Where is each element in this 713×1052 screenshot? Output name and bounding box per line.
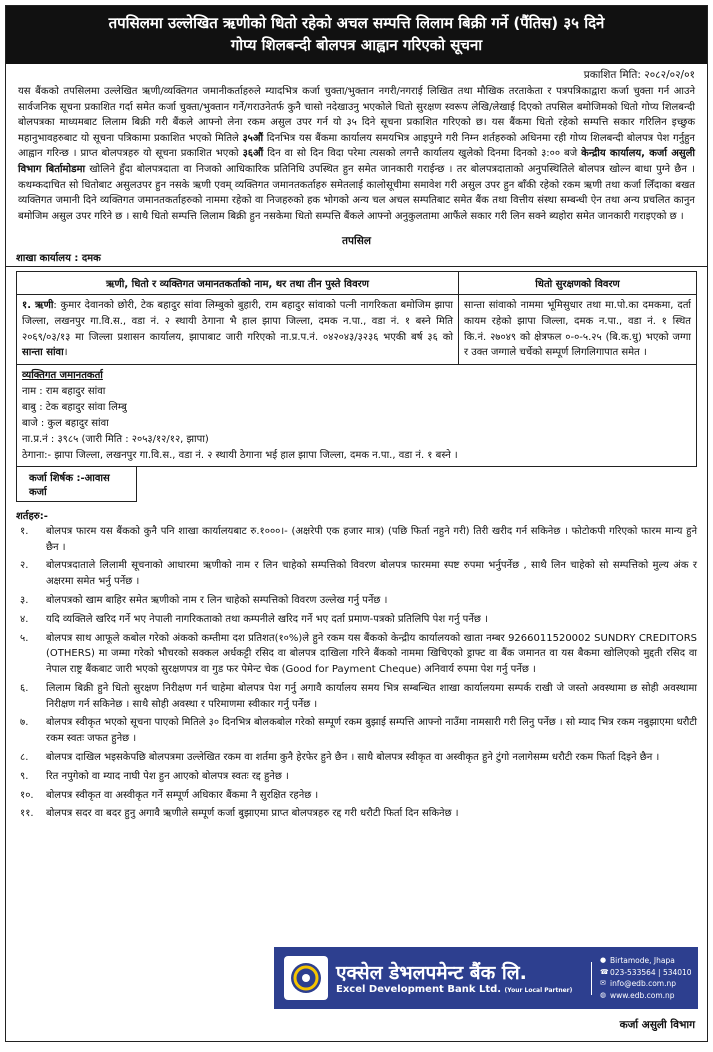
bank-name-en: Excel Development Bank Ltd. (Your Local Partner) <box>336 983 573 995</box>
term-item <box>16 788 697 804</box>
guarantor-citizenship: ना.प्र.नं : ३९८५ (जारी मिति : २०५३/१२/१२, झापा) <box>22 433 209 445</box>
guarantor-grandfather: बाजे : कुल बहादुर सांवा <box>22 417 109 429</box>
term-number: १. <box>20 525 29 537</box>
bank-contact <box>592 955 698 1001</box>
term-item <box>16 806 697 822</box>
term-number: ६. <box>20 682 29 694</box>
phone-icon: ☎ <box>600 967 609 976</box>
term-text: बोलपत्र दाखिल भइसकेपछि बोलपत्रमा उल्लेखित रकम वा शर्तमा कुनै हेरफेर हुने छैन । साथै बोलपत्र स्वीकृत वा अस्वीकृत हुने टुंगो नलागेसम्म धरौटी रकम फिर्ता दिइने छैन । <box>46 752 660 764</box>
borrower-cell: १. ऋणी: कुमार देवानको छोरी, टेक बहादुर सांवा लिम्बुको बुहारी, राम बहादुर सांवाको पत्नी नागरिकता बमोजिम झापा जिल्ला, लखनपुर गा.वि.स., वडा नं. २ स्थायी ठेगाना भै हाल झापा जिल्ला, दमक न.पा., वडा नं. १ बस्ने मिति २०६९/०३/१३ मा जिल्ला प्रशासन कार्यालय, झापाबाट जारी गरिएको ना.प्र.प.नं. ०४२०४३/३२३६ भएकी बर्ष ३६ को सान्ता सांवा। <box>17 295 459 364</box>
guarantor-name: नाम : राम बहादुर सांवा <box>22 385 106 397</box>
term-item <box>16 631 697 678</box>
bank-tagline: (Your Local Partner) <box>504 986 573 994</box>
term-item <box>16 558 697 590</box>
term-text: बोलपत्र साथ आफूले कबोल गरेको अंकको कम्तीमा दश प्रतिशत(१०%)ले हुने रकम यस बैंकको केन्द्रीय कार्यालयको खाता नम्बर 9266011520002 SUNDRY CREDITORS (OTHERS) मा जम्मा गरेको भौचरको सक्कल अर्धकट्टी रसिद वा बोलपत्र दाखिला गरिने बैंकको नाममा खिचिएको ड्राफ्ट वा बैंक जमानत वा यस बैकमा खोलिएको मुद्दती रसिद वा नेपाल राष्ट्र बैंकबाट जारी भएको सुरक्षणपत्र वा गुड फर पेमेन्ट चेक (Good for Payment Cheque) अनिवार्य रुपमा पेश गर्नु पर्नेछ । <box>46 632 697 676</box>
notice-header <box>6 6 707 64</box>
guarantor-father: बाबु : टेक बहादुर सांवा लिम्बु <box>22 401 127 413</box>
term-text: बोलपत्र फारम यस बैंकको कुनै पनि शाखा कार्यालयबाट रु.१०००।- (अक्षरेपी एक हजार मात्र) (पछि फिर्ता नहुने गरी) तिरी खरीद गर्न सकिनेछ । फोटोकपी गरिएको फारम मान्य हुने छैन । <box>46 525 697 553</box>
bank-name-np: एक्सेल डेभलपमेन्ट बैंक लि. <box>336 961 527 984</box>
security-column-header: धितो सुरक्षणको विवरण <box>459 272 697 295</box>
term-number: २. <box>20 560 29 572</box>
term-number: ८. <box>20 752 29 764</box>
term-text: बोलपत्रदाताले लिलामी सूचनाको आधारमा ऋणीको नाम र लिन चाहेको सम्पत्तिको विवरण बोलपत्र फारममा स्पष्ट रुपमा भर्नुपर्नेछ , साथै लिन चाहेको सो सम्पत्तिको मुल्य अंक र अक्षरमा समेत भर्नु पर्नेछ । <box>46 560 697 588</box>
department-signature: कर्जा असुली विभाग <box>619 1019 695 1031</box>
bank-logo-icon <box>284 956 328 1000</box>
term-number: ५. <box>20 632 29 644</box>
term-number: ३. <box>20 594 29 606</box>
intro-paragraph: यस बैंकको तपसिलमा उल्लेखित ऋणी/व्यक्तिगत जमानीकर्ताहरुले म्यादभित्र कर्जा चुक्ता/भुक्तान नगरी/नगराई लिखित तथा मौखिक तरताकेता र पत्रपत्रिकाद्वारा कर्जा चुक्ता गर्न आउने सार्वजनिक सूचना प्रकाशित गर्दा समेत कर्जा चुक्ता/भुक्तान गर्ने/गराउनेतर्फ कुनै चासो नदेखाउनु भएकोले धितो सुरक्षण स्वरूप लेखि/लेखाई दिएको तपसिल बमोजिमको धितो गोप्य शिलबन्दी बोलपत्रका माध्यमबाट लिलाम बिक्री गरी बैंकले आफ्नो लेना रकम असुल उपर गर्न यो ३५ दिने सूचना प्रकाशित गरिएको छ। यस बैंकमा धितो रहेको सम्पत्ति सकार गरिलिन इच्छुक महानुभावहरुबाट यो सूचना पत्रिकामा प्रकाशित भएको मितिले ३५औं दिनभित्र यस बैंकमा कार्यालय समयभित्र आइपुग्ने गरी निम्न शर्तहरुको अधिनमा रही गोप्य शिलबन्दी बोलपत्र पेश गर्नुहुन आह्वान गरिन्छ । प्राप्त बोलपत्रहरु यो सूचना प्रकाशित भएको ३६औं दिन वा सो दिन विदा परेमा त्यसको लगत्तै कार्यालय खुलेको दिनमा दिनको ३:०० बजे केन्द्रीय कार्यालय, कर्जा असुली विभाग बिर्तामोडमा खोलिने हुँदा बोलपत्रदाता वा निजको आधिकारिक प्रतिनिधि उपस्थित हुन समेत जानकारी गराईन्छ । तर बोलपत्रदाताको अनुपस्थितिले बोलपत्र खोल्न बाधा पुग्ने छैन । कथम्कदाचित सो धितोबाट असुलउपर हुन नसके ऋणी एवम् व्यक्तिगत जमानतकर्ताहरु समेतलाई कालोसूचीमा समावेश गरी असुल उपर हुन बाँकी रहेको रकम ऋणी तथा कर्जा लिँदाका बखत व्यक्तिगत जमानी दिने व्यक्तिगत जमानतकर्ताहरुको नाममा रहेको वा निजहरुको हक भोगको अन्य चल अचल सम्पतिबाट समेत बैंक तथा वित्तीय संस्था सम्बन्धी ऐन तथा अन्य प्रचलित कानुन बमोजिम असुल उपर गरिने छ । साथै धितो सम्पत्ति लिलाम बिक्री हुन नसकेमा धितो सम्पत्ति बैंकले आफ्नो अनुकुलतामा आफैंले सकार गरी लिन सक्ने ब्यहोरा समेत जानकारी गराइएको छ । <box>18 86 696 222</box>
terms-list <box>6 524 707 823</box>
branch-office: शाखा कार्यालय : दमक <box>6 250 707 267</box>
guarantor-title: व्यक्तिगत जमानतकर्ता <box>22 369 103 381</box>
term-number: १०. <box>20 789 34 801</box>
term-number: ९. <box>20 770 29 782</box>
guarantor-address: ठेगाना:- झापा जिल्ला, लखनपुर गा.वि.स., वडा नं. २ स्थायी ठेगाना भई हाल झापा जिल्ला, दमक न.पा., वडा नं. १ बस्ने । <box>22 449 458 461</box>
term-item <box>16 769 697 785</box>
borrower-column-header: ऋणी, धितो र व्यक्तिगत जमानतकर्ताको नाम, थर तथा तीन पुस्ते विवरण <box>17 272 459 295</box>
header-line-1: तपसिलमा उल्लेखित ऋणीको धितो रहेको अचल सम्पत्ति लिलाम बिक्री गर्ने (पैंतिस) ३५ दिने <box>108 14 605 32</box>
term-text: बोलपत्रको खाम बाहिर समेत ऋणीको नाम र लिन चाहेको सम्पत्तिको विवरण उल्लेख गर्नु पर्नेछ । <box>46 594 388 606</box>
contact-email: ✉ info@edb.com.np <box>600 979 677 988</box>
schedule-title: तपसिल <box>342 235 371 248</box>
contact-web: ◍ www.edb.com.np <box>600 990 675 1000</box>
guarantor-section <box>16 365 697 467</box>
loan-heading: कर्जा शिर्षक :-आवास कर्जा <box>16 467 137 502</box>
globe-icon: ◍ <box>600 990 607 999</box>
published-date: प्रकाशित मिति: २०८२/०२/०१ <box>583 69 695 81</box>
term-item <box>16 715 697 747</box>
term-text: लिलाम बिक्री हुने धितो सुरक्षण निरीक्षण गर्न चाहेमा बोलपत्र पेश गर्नु अगावै कार्यालय समय भित्र सम्बन्धित शाखा कार्यालयमा सम्पर्क राखी जे जस्तो अवस्थामा छ सोही अवस्थामा निरीक्षण गर्न सकिनेछ । साथै सोही अवस्था र परिमाणमा स्वीकार गर्नु पर्नेछ । <box>46 682 697 710</box>
term-text: रित नपुगेको वा म्याद नाघी पेश हुन आएको बोलपत्र स्वतः रद्द हुनेछ । <box>46 770 289 782</box>
details-table <box>16 271 697 364</box>
terms-title: शर्तहरु:- <box>16 510 48 522</box>
header-line-2: गोप्य शिलबन्दी बोलपत्र आह्वान गरिएको सूचना <box>230 36 483 54</box>
term-number: ७. <box>20 717 29 729</box>
location-icon: ● <box>600 956 607 964</box>
term-text: बोलपत्र स्वीकृत वा अस्वीकृत गर्ने सम्पूर्ण अधिकार बैंकमा नै सुरक्षित रहनेछ । <box>46 789 319 801</box>
notice-page <box>5 5 708 1042</box>
term-item <box>16 593 697 609</box>
security-cell: सान्ता सांवाको नाममा भूमिसुधार तथा मा.पो.का दमकमा, दर्ता कायम रहेको झापा जिल्ला, दमक न.पा., वडा नं. १ स्थित कि.नं. २७०४९ को क्षेत्रफल ०-०-५.२५ (बि.क.धु) भएको जग्गा र उक्त जग्गाले चर्चेको सम्पूर्ण लिगलिगापात समेत । <box>459 295 697 364</box>
term-number: ११. <box>20 808 34 820</box>
term-item <box>16 681 697 713</box>
term-item <box>16 750 697 766</box>
bank-logo-banner <box>274 947 698 1009</box>
term-text: यदि व्यक्तिले खरिद गर्ने भए नेपाली नागरिकताको तथा कम्पनीले खरिद गर्ने भए दर्ता प्रमाण-पत्रको प्रतिलिपि पेश गर्नु पर्नेछ । <box>46 613 488 625</box>
term-item <box>16 612 697 628</box>
term-number: ४. <box>20 613 29 625</box>
email-icon: ✉ <box>600 979 606 987</box>
bank-name-block <box>336 962 592 995</box>
term-item <box>16 524 697 556</box>
term-text: बोलपत्र सदर वा बदर हुनु अगावै ऋणीले सम्पूर्ण कर्जा बुझाएमा प्राप्त बोलपत्रहरु रद्द गरी धरौटी फिर्ता दिन सकिनेछ । <box>46 808 459 820</box>
contact-address: ● Birtamode, Jhapa <box>600 956 675 965</box>
term-text: बोलपत्र स्वीकृत भएको सूचना पाएको मितिले ३० दिनभित्र बोलकबोल गरेको सम्पूर्ण रकम बुझाई सम्पत्ति आफ्नो नाउँमा नामसारी गरी लिनु पर्नेछ । सो म्याद भित्र रकम नबुझाएमा धरौटी रकम स्वतः जफत हुनेछ । <box>46 717 697 745</box>
contact-phone: ☎ 023-533564 | 534010 <box>600 967 692 977</box>
